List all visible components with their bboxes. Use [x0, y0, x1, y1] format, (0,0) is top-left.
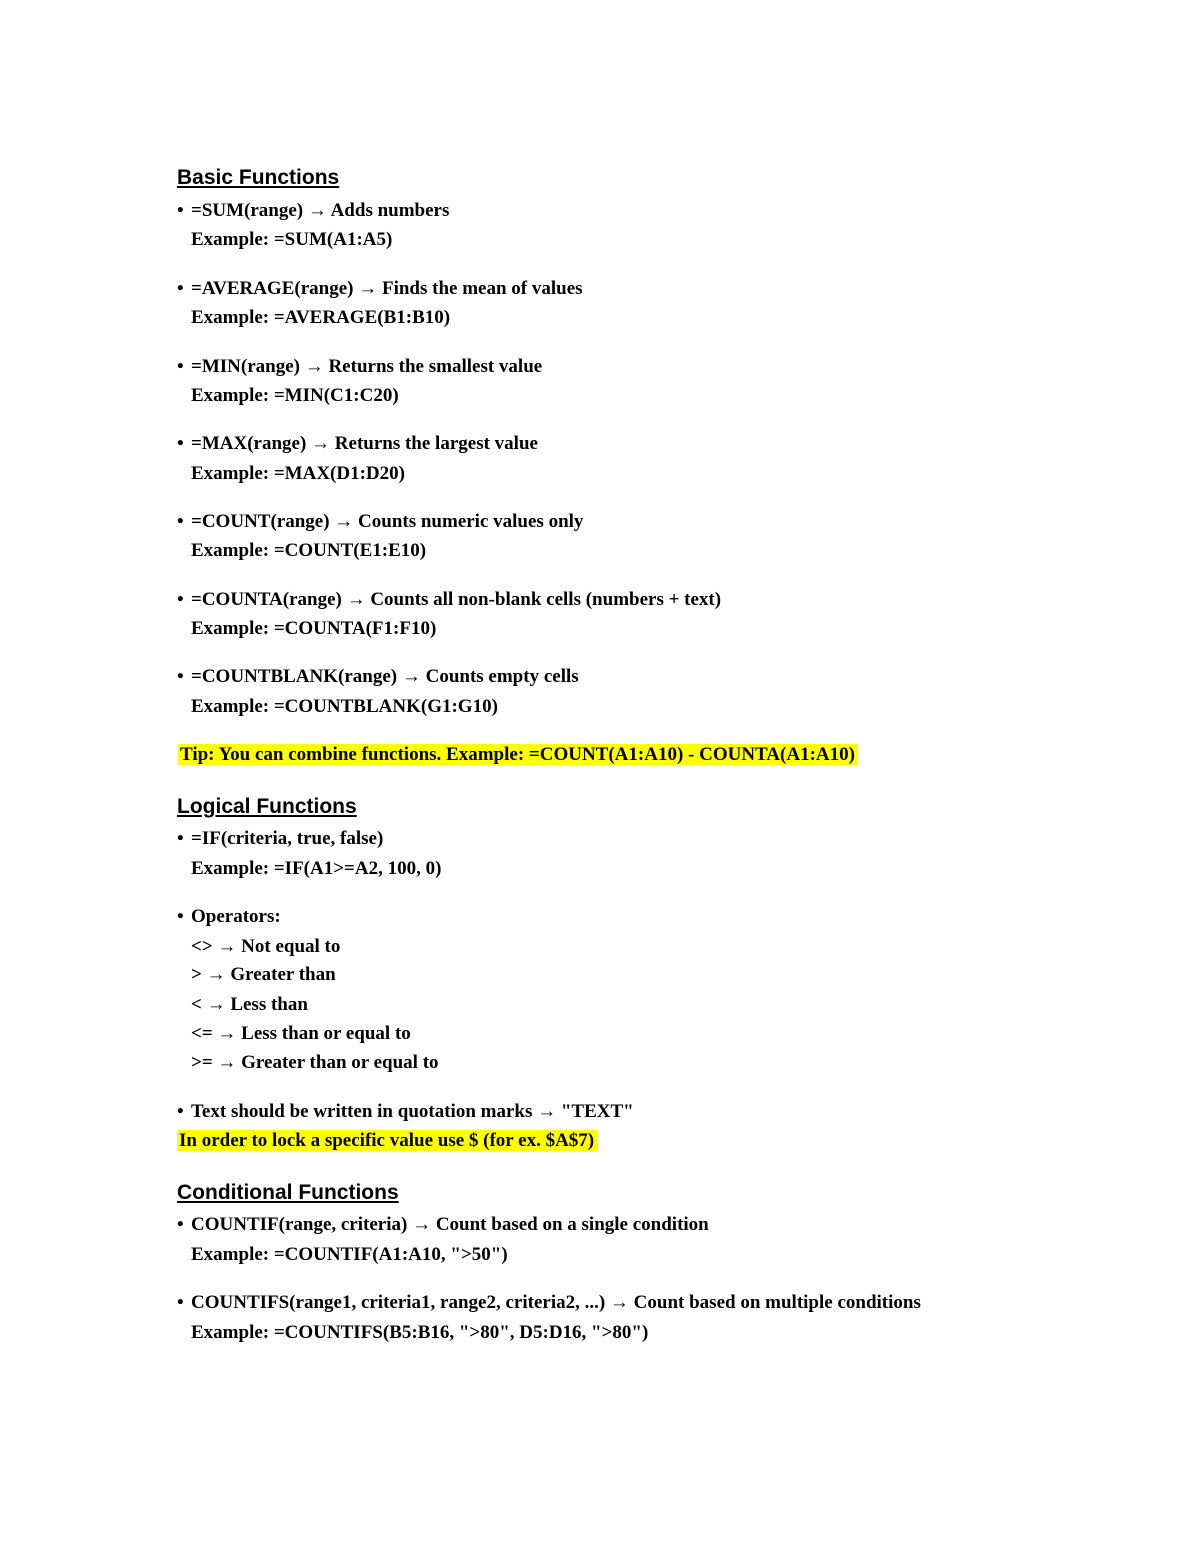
operators-label: Operators:	[191, 906, 281, 927]
function-line: COUNTIF(range, criteria) → Count based on a single condition	[191, 1214, 709, 1235]
example-sum: Example: =SUM(A1:A5)	[191, 229, 393, 250]
function-line: =IF(criteria, true, false)	[191, 828, 384, 849]
operator-not-equal: <> → Not equal to	[191, 936, 341, 957]
text-note: Text should be written in quotation marks → "TEXT"	[191, 1101, 634, 1122]
operator-greater-than: > → Greater than	[191, 964, 336, 985]
example-countif: Example: =COUNTIF(A1:A10, ">50")	[191, 1244, 508, 1265]
example-average: Example: =AVERAGE(B1:B10)	[191, 307, 451, 328]
list-item-operators	[177, 904, 281, 930]
operator-less-than: < → Less than	[191, 994, 308, 1015]
tip-note	[178, 742, 858, 768]
example-countblank: Example: =COUNTBLANK(G1:G10)	[191, 696, 498, 717]
section-heading-conditional-functions: Conditional Functions	[177, 1181, 399, 1204]
operator-less-or-equal: <= → Less than or equal to	[191, 1023, 411, 1044]
example-max: Example: =MAX(D1:D20)	[191, 463, 405, 484]
example-countifs: Example: =COUNTIFS(B5:B16, ">80", D5:D16, ">80")	[191, 1322, 649, 1343]
list-item-countif	[177, 1212, 709, 1238]
list-item-max	[177, 431, 538, 457]
list-item-average	[177, 276, 583, 302]
function-line: =COUNTA(range) → Counts all non-blank cells (numbers + text)	[191, 589, 722, 610]
list-item-counta	[177, 587, 721, 613]
highlighted-tip-text: Tip: You can combine functions. Example: =COUNT(A1:A10) - COUNTA(A1:A10)	[178, 744, 858, 765]
example-counta: Example: =COUNTA(F1:F10)	[191, 618, 437, 639]
function-line: =MIN(range) → Returns the smallest value	[191, 356, 543, 377]
list-item-min	[177, 354, 542, 380]
list-item-count	[177, 509, 583, 535]
section-heading-basic-functions: Basic Functions	[177, 166, 340, 189]
function-line: COUNTIFS(range1, criteria1, range2, criteria2, ...) → Count based on multiple conditions	[191, 1292, 921, 1313]
operator-greater-or-equal: >= → Greater than or equal to	[191, 1052, 439, 1073]
function-line: =AVERAGE(range) → Finds the mean of values	[191, 278, 583, 299]
function-line: =MAX(range) → Returns the largest value	[191, 433, 538, 454]
function-line: =COUNTBLANK(range) → Counts empty cells	[191, 666, 579, 687]
lock-note	[177, 1128, 597, 1154]
list-item-sum	[177, 198, 449, 224]
function-line: =SUM(range) → Adds numbers	[191, 200, 450, 221]
list-item-if	[177, 826, 383, 852]
list-item-countifs	[177, 1290, 921, 1316]
example-count: Example: =COUNT(E1:E10)	[191, 540, 427, 561]
function-line: =COUNT(range) → Counts numeric values only	[191, 511, 584, 532]
example-min: Example: =MIN(C1:C20)	[191, 385, 399, 406]
example-if: Example: =IF(A1>=A2, 100, 0)	[191, 858, 442, 879]
list-item-countblank	[177, 664, 579, 690]
highlighted-lock-text: In order to lock a specific value use $ (for ex. $A$7)	[177, 1130, 597, 1151]
list-item-text-note	[177, 1099, 634, 1125]
section-heading-logical-functions: Logical Functions	[177, 795, 357, 818]
